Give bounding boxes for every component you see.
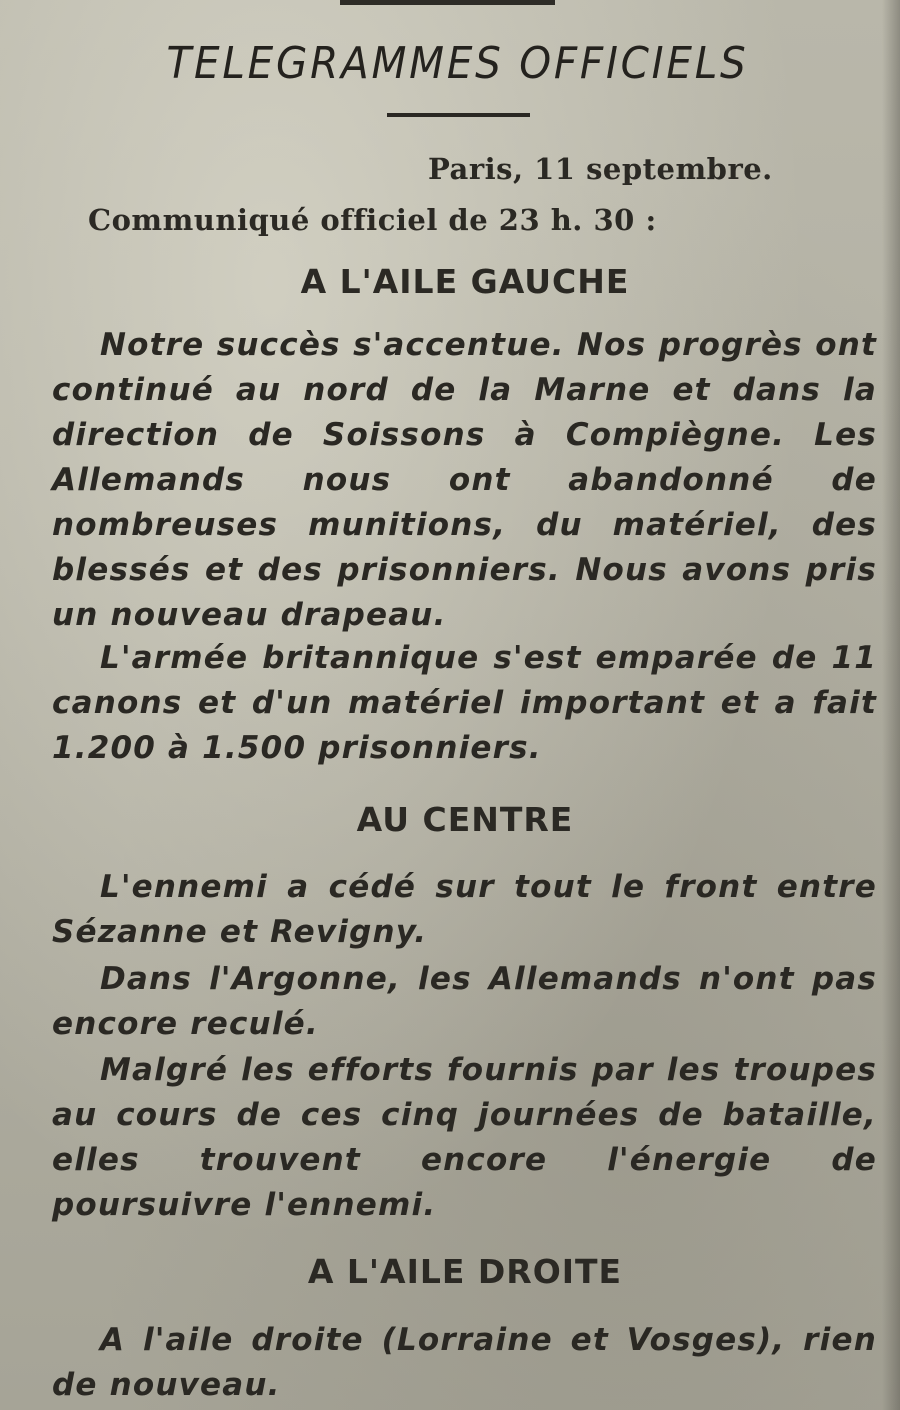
paragraph: L'ennemi a cédé sur tout le front entre Sézanne et Revigny.: [52, 869, 877, 950]
paragraph: Malgré les efforts fournis par les troupes au cours de ces cinq journées de bataille, elles trouvent encore l'énergie de poursuivre l'ennemi.: [52, 1052, 877, 1223]
paragraph: Notre succès s'accentue. Nos progrès ont continué au nord de la Marne et dans la direction de Soissons à Compiègne. Les Allemands nous ont abandonné de nombreuses munitions, du matériel, des blessés et des prisonniers. Nous avons pris un nouveau drapeau.: [52, 327, 877, 633]
headline-divider: [387, 113, 530, 117]
headline: TELEGRAMMES OFFICIELS: [166, 38, 749, 89]
top-rule: [340, 0, 555, 5]
paragraph: A l'aile droite (Lorraine et Vosges), rien de nouveau.: [52, 1322, 877, 1403]
paragraph: L'armée britannique s'est emparée de 11 canons et d'un matériel important et a fait 1.200 à 1.500 prisonniers.: [52, 640, 877, 766]
paper-fold-shadow: [882, 0, 900, 1410]
communique-intro: Communiqué officiel de 23 h. 30 :: [88, 203, 657, 237]
dateline: Paris, 11 septembre.: [428, 152, 773, 186]
section-title-aile-gauche: A L'AILE GAUCHE: [300, 262, 630, 301]
section-title-aile-droite: A L'AILE DROITE: [307, 1252, 623, 1291]
section-title-au-centre: AU CENTRE: [356, 800, 574, 839]
paragraph: Dans l'Argonne, les Allemands n'ont pas encore reculé.: [52, 961, 877, 1042]
